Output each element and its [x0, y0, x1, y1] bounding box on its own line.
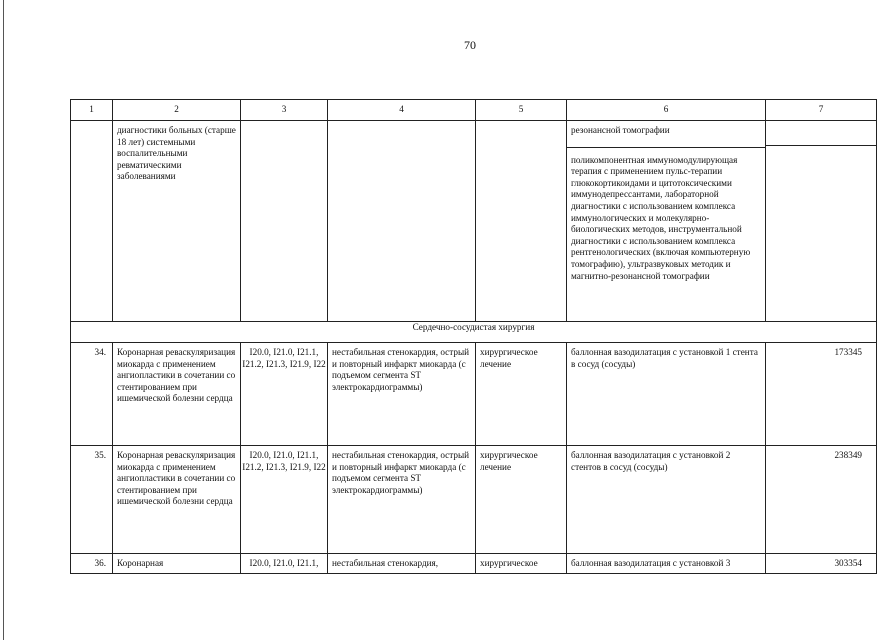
table-row — [71, 554, 877, 574]
row-price: 238349 — [766, 446, 877, 554]
cell-codes-empty — [241, 121, 328, 322]
row-model: нестабильная стенокардия, острый и повторный инфаркт миокарда (с подъемом сегмента ST электрокардиограммы) — [328, 446, 476, 554]
row-treatment-type: хирургическое лечение — [476, 446, 567, 554]
row-number: 34. — [71, 343, 113, 446]
header-cell: 2 — [113, 100, 241, 121]
scan-edge-line — [3, 0, 4, 640]
header-cell: 5 — [476, 100, 567, 121]
header-cell: 1 — [71, 100, 113, 121]
table-header-row — [71, 100, 877, 121]
row-number: 36. — [71, 554, 113, 574]
table-row — [71, 343, 877, 446]
cell-type-empty — [476, 121, 567, 322]
row-price: 303354 — [766, 554, 877, 574]
row-method: баллонная вазодилатация с установкой 1 стента в сосуд (сосуды) — [567, 343, 766, 446]
method-part-2: поликомпонентная иммуномодулирующая терапия с применением пульс-терапии глюкокортикоидами и цитотоксическими иммунодепрессантами, лабораторной диагностики с использованием комплекса иммунологических и молекулярно-биологических методов, инструментальной диагностики с использованием комплекса рентгенологических (включая компьютерную томографию), ультразвуковых методик и магнитно-резонансной томографии — [567, 147, 765, 285]
row-codes: I20.0, I21.0, I21.1, — [241, 554, 328, 574]
cell-method-continued — [567, 121, 766, 322]
header-cell: 7 — [766, 100, 877, 121]
price-cell-divider — [766, 145, 876, 146]
row-treatment-type: хирургическое — [476, 554, 567, 574]
row-method: баллонная вазодилатация с установкой 2 стентов в сосуд (сосуды) — [567, 446, 766, 554]
row-number: 35. — [71, 446, 113, 554]
page-number: 70 — [464, 38, 476, 52]
row-name: Коронарная — [113, 554, 241, 574]
row-name: Коронарная реваскуляризация миокарда с применением ангиопластики в сочетании со стентированием при ишемической болезни сердца — [113, 343, 241, 446]
header-cell: 3 — [241, 100, 328, 121]
continuation-row — [71, 121, 877, 322]
table-row — [71, 446, 877, 554]
header-cell: 4 — [328, 100, 476, 121]
row-codes: I20.0, I21.0, I21.1, I21.2, I21.3, I21.9, I22 — [241, 446, 328, 554]
cell-price-empty — [766, 121, 877, 322]
cell-model-empty — [328, 121, 476, 322]
cell-number-empty — [71, 121, 113, 322]
medical-care-table — [70, 99, 877, 574]
row-price: 173345 — [766, 343, 877, 446]
method-part-1: резонансной томографии — [571, 125, 670, 135]
row-codes: I20.0, I21.0, I21.1, I21.2, I21.3, I21.9, I22 — [241, 343, 328, 446]
cell-name-continued: диагностики больных (старше 18 лет) системными воспалительными ревматическими заболеваниями — [113, 121, 241, 322]
header-cell: 6 — [567, 100, 766, 121]
row-model: нестабильная стенокардия, острый и повторный инфаркт миокарда (с подъемом сегмента ST электрокардиограммы) — [328, 343, 476, 446]
section-title: Сердечно-сосудистая хирургия — [71, 322, 877, 343]
row-treatment-type: хирургическое лечение — [476, 343, 567, 446]
row-name: Коронарная реваскуляризация миокарда с применением ангиопластики в сочетании со стентированием при ишемической болезни сердца — [113, 446, 241, 554]
row-method: баллонная вазодилатация с установкой 3 — [567, 554, 766, 574]
section-row — [71, 322, 877, 343]
row-model: нестабильная стенокардия, — [328, 554, 476, 574]
